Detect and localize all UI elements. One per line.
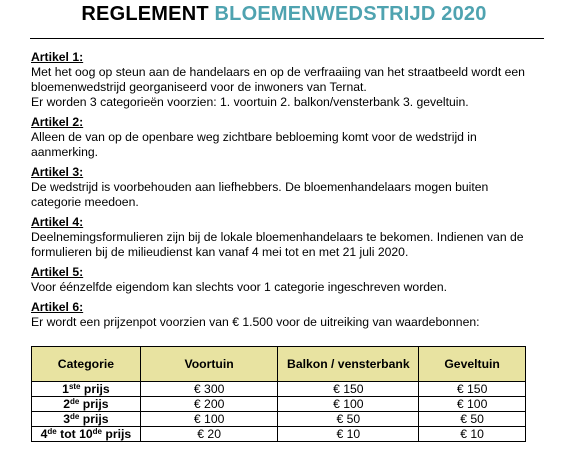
prize-table: [31, 346, 526, 442]
article-title: Artikel 1:: [31, 50, 84, 64]
category-text: 3: [63, 412, 71, 426]
page-title: [0, 3, 568, 26]
prize-amount-cell: € 200: [140, 397, 278, 412]
table-row: [32, 412, 526, 427]
article-text-line: Er worden 3 categorieën voorzien: 1. voortuin 2. balkon/vensterbank 3. geveltuin.: [31, 95, 469, 109]
category-text: prijs: [80, 382, 110, 396]
article-text-line: formulieren bij de milieudienst kan vanaf 4 mei tot en met 21 juli 2020.: [31, 245, 409, 259]
article-title: Artikel 3:: [31, 165, 84, 179]
prize-amount-cell: € 20: [140, 427, 278, 442]
article-1: [31, 50, 551, 110]
prize-amount-cell: € 150: [278, 382, 419, 397]
article-text-line: categorie meedoen.: [31, 195, 139, 209]
column-header: Balkon / vensterbank: [278, 347, 419, 382]
prize-amount-cell: € 150: [419, 382, 526, 397]
prize-category-cell: [32, 382, 141, 397]
articles-section: [31, 50, 551, 335]
table-row: [32, 382, 526, 397]
prize-amount-cell: € 300: [140, 382, 278, 397]
article-6: [31, 300, 551, 330]
article-text-line: Er wordt een prijzenpot voorzien van € 1.500 voor de uitreiking van waardebonnen:: [31, 315, 480, 329]
article-text-line: Voor éénzelfde eigendom kan slechts voor 1 categorie ingeschreven worden.: [31, 280, 447, 294]
ordinal-suffix: de: [70, 412, 80, 421]
column-header: Voortuin: [140, 347, 278, 382]
category-text: tot: [56, 427, 80, 441]
column-header: Categorie: [32, 347, 141, 382]
prize-amount-cell: € 10: [419, 427, 526, 442]
prize-amount-cell: € 100: [419, 397, 526, 412]
title-divider: [30, 38, 544, 39]
prize-amount-cell: € 100: [278, 397, 419, 412]
article-text-line: Alleen de van op de openbare weg zichtbare bebloeming komt voor de wedstrijd in: [31, 130, 477, 144]
article-4: [31, 215, 551, 260]
article-text-line: bloemenwedstrijd georganiseerd voor de inwoners van Ternat.: [31, 80, 367, 94]
article-3: [31, 165, 551, 210]
article-title: Artikel 2:: [31, 115, 84, 129]
table-row: [32, 397, 526, 412]
prize-category-cell: [32, 412, 141, 427]
article-title: Artikel 5:: [31, 265, 84, 279]
article-title: Artikel 4:: [31, 215, 84, 229]
article-title: Artikel 6:: [31, 300, 84, 314]
category-text: 10: [79, 427, 93, 441]
ordinal-suffix: de: [92, 427, 103, 436]
category-text: 2: [63, 397, 71, 411]
prize-category-cell: [32, 427, 141, 442]
prize-table-header-row: [32, 347, 526, 382]
ordinal-suffix: de: [47, 427, 57, 436]
article-text-line: Met het oog op steun aan de handelaars en op de verfraaiing van het straatbeeld wordt een: [31, 65, 525, 79]
ordinal-suffix: ste: [68, 382, 81, 391]
category-text: prijs: [79, 397, 109, 411]
ordinal-suffix: de: [70, 397, 80, 406]
category-text: 4: [40, 427, 48, 441]
category-text: prijs: [102, 427, 132, 441]
title-accent: BLOEMENWEDSTRIJD 2020: [214, 3, 487, 25]
title-main: REGLEMENT: [81, 3, 209, 25]
prize-amount-cell: € 100: [140, 412, 278, 427]
category-text: 1: [62, 382, 69, 396]
prize-amount-cell: € 50: [419, 412, 526, 427]
article-2: [31, 115, 551, 160]
article-text-line: aanmerking.: [31, 145, 99, 159]
table-row: [32, 427, 526, 442]
prize-category-cell: [32, 397, 141, 412]
category-text: prijs: [79, 412, 109, 426]
prize-amount-cell: € 50: [278, 412, 419, 427]
prize-amount-cell: € 10: [278, 427, 419, 442]
article-5: [31, 265, 551, 295]
column-header: Geveltuin: [419, 347, 526, 382]
article-text-line: De wedstrijd is voorbehouden aan liefhebbers. De bloemenhandelaars mogen buiten: [31, 180, 489, 194]
article-text-line: Deelnemingsformulieren zijn bij de lokale bloemenhandelaars te bekomen. Indienen van de: [31, 230, 524, 244]
